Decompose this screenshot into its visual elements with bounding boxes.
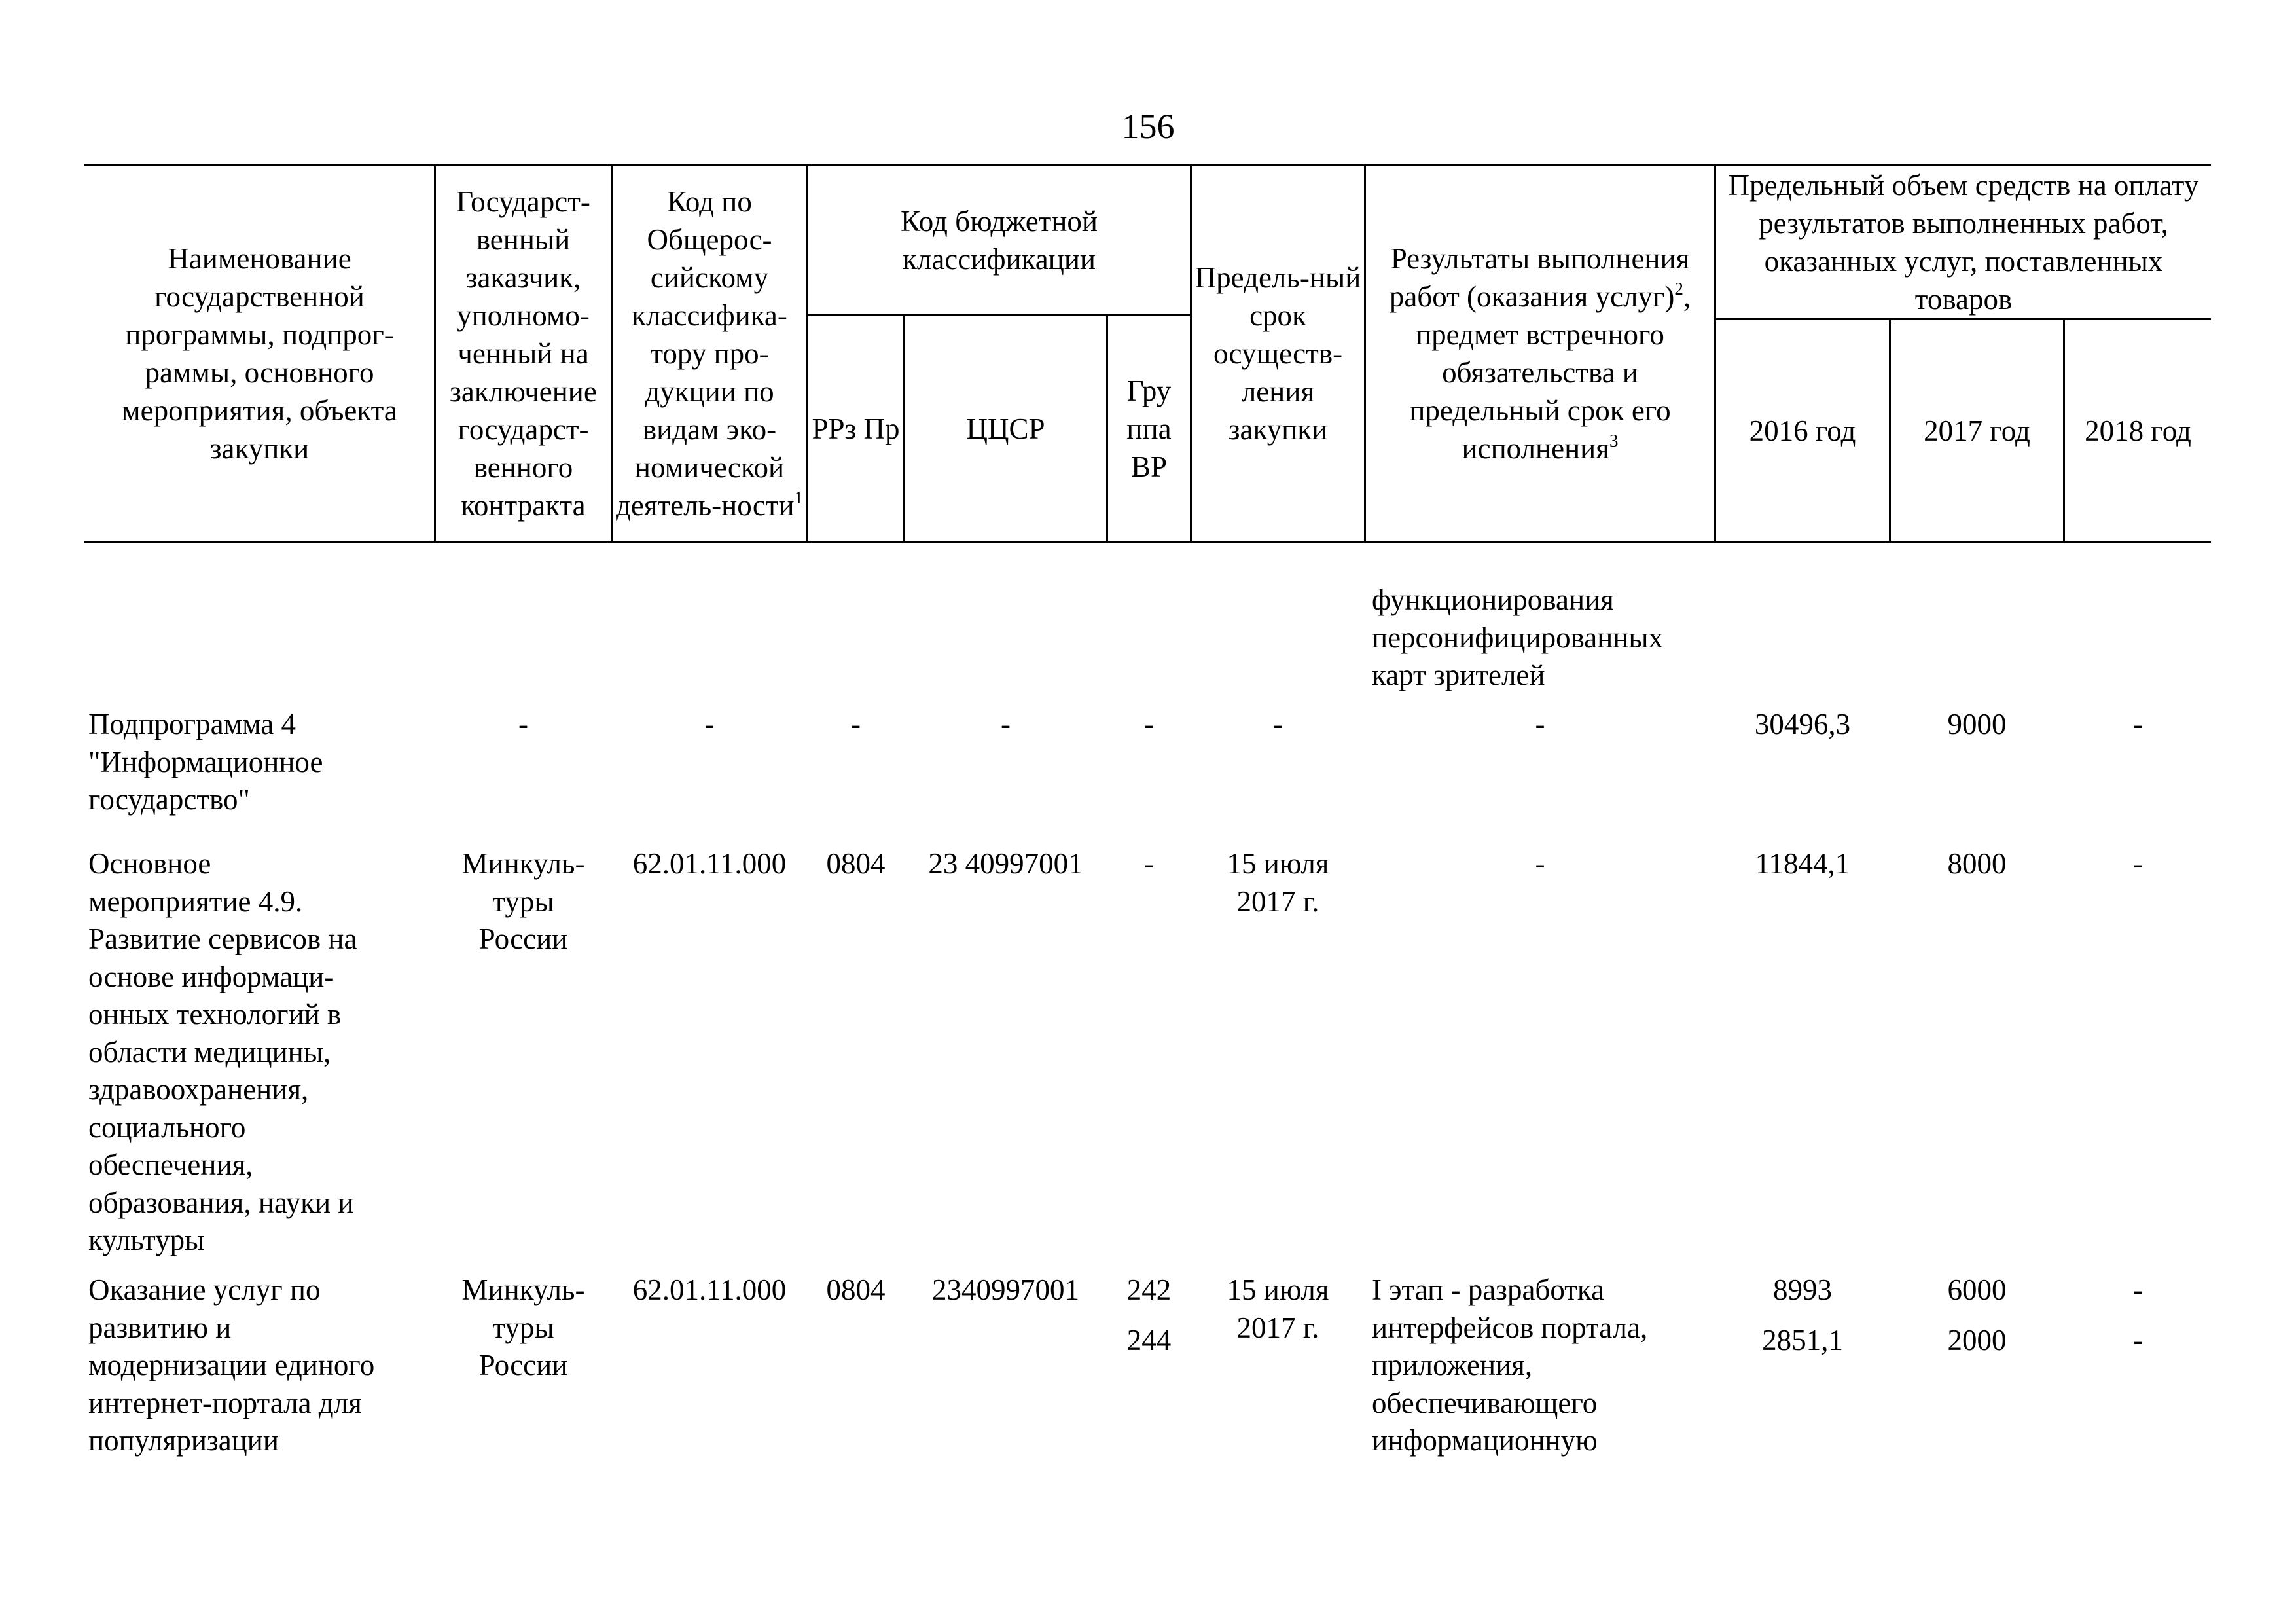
row-csr: - xyxy=(1001,708,1011,740)
row-name: Основное мероприятие 4.9. Развитие сервисов на основе информаци- онных технологий в области медицины, здравоохранения, социального обеспечения, образования, науки и культуры xyxy=(88,847,357,1256)
row-csr: 2340997001 xyxy=(932,1273,1079,1306)
row-2017: 8000 xyxy=(1947,847,2007,880)
footnote-marker: 1 xyxy=(794,488,804,507)
header-rzpr xyxy=(808,316,903,541)
row-2018-b: - xyxy=(2133,1324,2143,1357)
row-results: - xyxy=(1535,847,1545,880)
row-okpd: 62.01.11.000 xyxy=(632,847,787,880)
table-header-bottom-rule xyxy=(84,541,2211,543)
row-rzpr: - xyxy=(851,708,861,740)
header-results-label-a: Результаты выполнения работ (оказания услуг) xyxy=(1389,242,1690,313)
header-year-2018 xyxy=(2065,320,2211,541)
header-name xyxy=(85,166,434,541)
row-2018: - xyxy=(2133,847,2143,880)
row-okpd: - xyxy=(704,708,715,740)
row-vr-b: 244 xyxy=(1126,1324,1172,1357)
row-customer: Минкуль- туры России xyxy=(461,847,585,955)
row-csr: 23 40997001 xyxy=(928,847,1083,880)
header-year-2017 xyxy=(1891,320,2063,541)
row-deadline: 15 июля 2017 г. xyxy=(1227,847,1329,918)
row-deadline: - xyxy=(1273,708,1283,740)
header-okpd xyxy=(613,166,806,541)
row-customer: - xyxy=(518,708,528,740)
header-customer xyxy=(436,166,611,541)
header-budget-group xyxy=(808,166,1190,314)
header-okpd-label: Код по Общерос-сийскому классифика-тору про-дукции по видам эко-номической деятель-ности xyxy=(615,185,795,522)
header-customer-text: Государст-венный заказчик, уполномо-ченный на заключение государст-венного контракта xyxy=(450,185,597,522)
row-2018-a: - xyxy=(2133,1273,2143,1306)
header-okpd-text xyxy=(613,183,806,524)
row-rzpr: 0804 xyxy=(826,1273,886,1306)
row-name: Оказание услуг по развитию и модернизации единого интернет-портала для популяризации xyxy=(88,1273,375,1457)
header-year-2016-text: 2016 год xyxy=(1749,414,1856,447)
header-deadline xyxy=(1192,166,1364,541)
row-vr-a: 242 xyxy=(1126,1273,1172,1306)
row-deadline: 15 июля 2017 г. xyxy=(1227,1273,1329,1344)
footnote-marker: 2 xyxy=(1674,279,1683,299)
header-name-text: Наименование государственной программы, подпрог-раммы, основного мероприятия, объекта закупки xyxy=(122,242,397,465)
row-2018: - xyxy=(2133,708,2143,740)
header-deadline-text: Предель-ный срок осуществ-ления закупки xyxy=(1194,261,1361,446)
row-customer: Минкуль- туры России xyxy=(461,1273,585,1381)
row-vr: - xyxy=(1144,708,1154,740)
header-csr-text: ЦЦСР xyxy=(966,412,1045,445)
row-2017-b: 2000 xyxy=(1947,1324,2007,1357)
header-results xyxy=(1366,166,1714,541)
row-2017-a: 6000 xyxy=(1947,1273,2007,1306)
row-2016: 30496,3 xyxy=(1754,708,1851,740)
header-csr xyxy=(905,316,1106,541)
page-number: 156 xyxy=(1121,107,1175,146)
header-year-2016 xyxy=(1716,320,1889,541)
row-2016-a: 8993 xyxy=(1773,1273,1832,1306)
carryover-results-text: функционирования персонифицированных карт зрителей xyxy=(1372,583,1664,691)
header-vr xyxy=(1108,316,1190,541)
footnote-marker: 3 xyxy=(1609,431,1619,450)
header-volume-group xyxy=(1716,166,2211,318)
header-rzpr-text: РРз Пр xyxy=(812,412,900,445)
header-vr-text: Гру ппа ВР xyxy=(1126,374,1172,483)
row-results: I этап - разработка интерфейсов портала, приложения, обеспечивающего информационную xyxy=(1372,1273,1648,1457)
header-results-text xyxy=(1366,240,1714,467)
header-budget-group-text: Код бюджетной классификации xyxy=(900,205,1098,276)
row-name: Подпрограмма 4 "Информационное государство" xyxy=(88,708,323,816)
header-year-2017-text: 2017 год xyxy=(1924,414,2030,447)
row-results: - xyxy=(1535,708,1545,740)
row-2016: 11844,1 xyxy=(1755,847,1850,880)
header-volume-group-text: Предельный объем средств на оплату результатов выполненных работ, оказанных услуг, поставленных товаров xyxy=(1728,169,2199,316)
header-results-label-b: , предмет встречного обязательства и предельный срок его исполнения xyxy=(1409,280,1691,465)
header-year-2018-text: 2018 год xyxy=(2085,414,2191,447)
row-2017: 9000 xyxy=(1947,708,2007,740)
row-vr: - xyxy=(1144,847,1154,880)
row-rzpr: 0804 xyxy=(826,847,886,880)
row-okpd: 62.01.11.000 xyxy=(632,1273,787,1306)
row-2016-b: 2851,1 xyxy=(1762,1324,1843,1357)
